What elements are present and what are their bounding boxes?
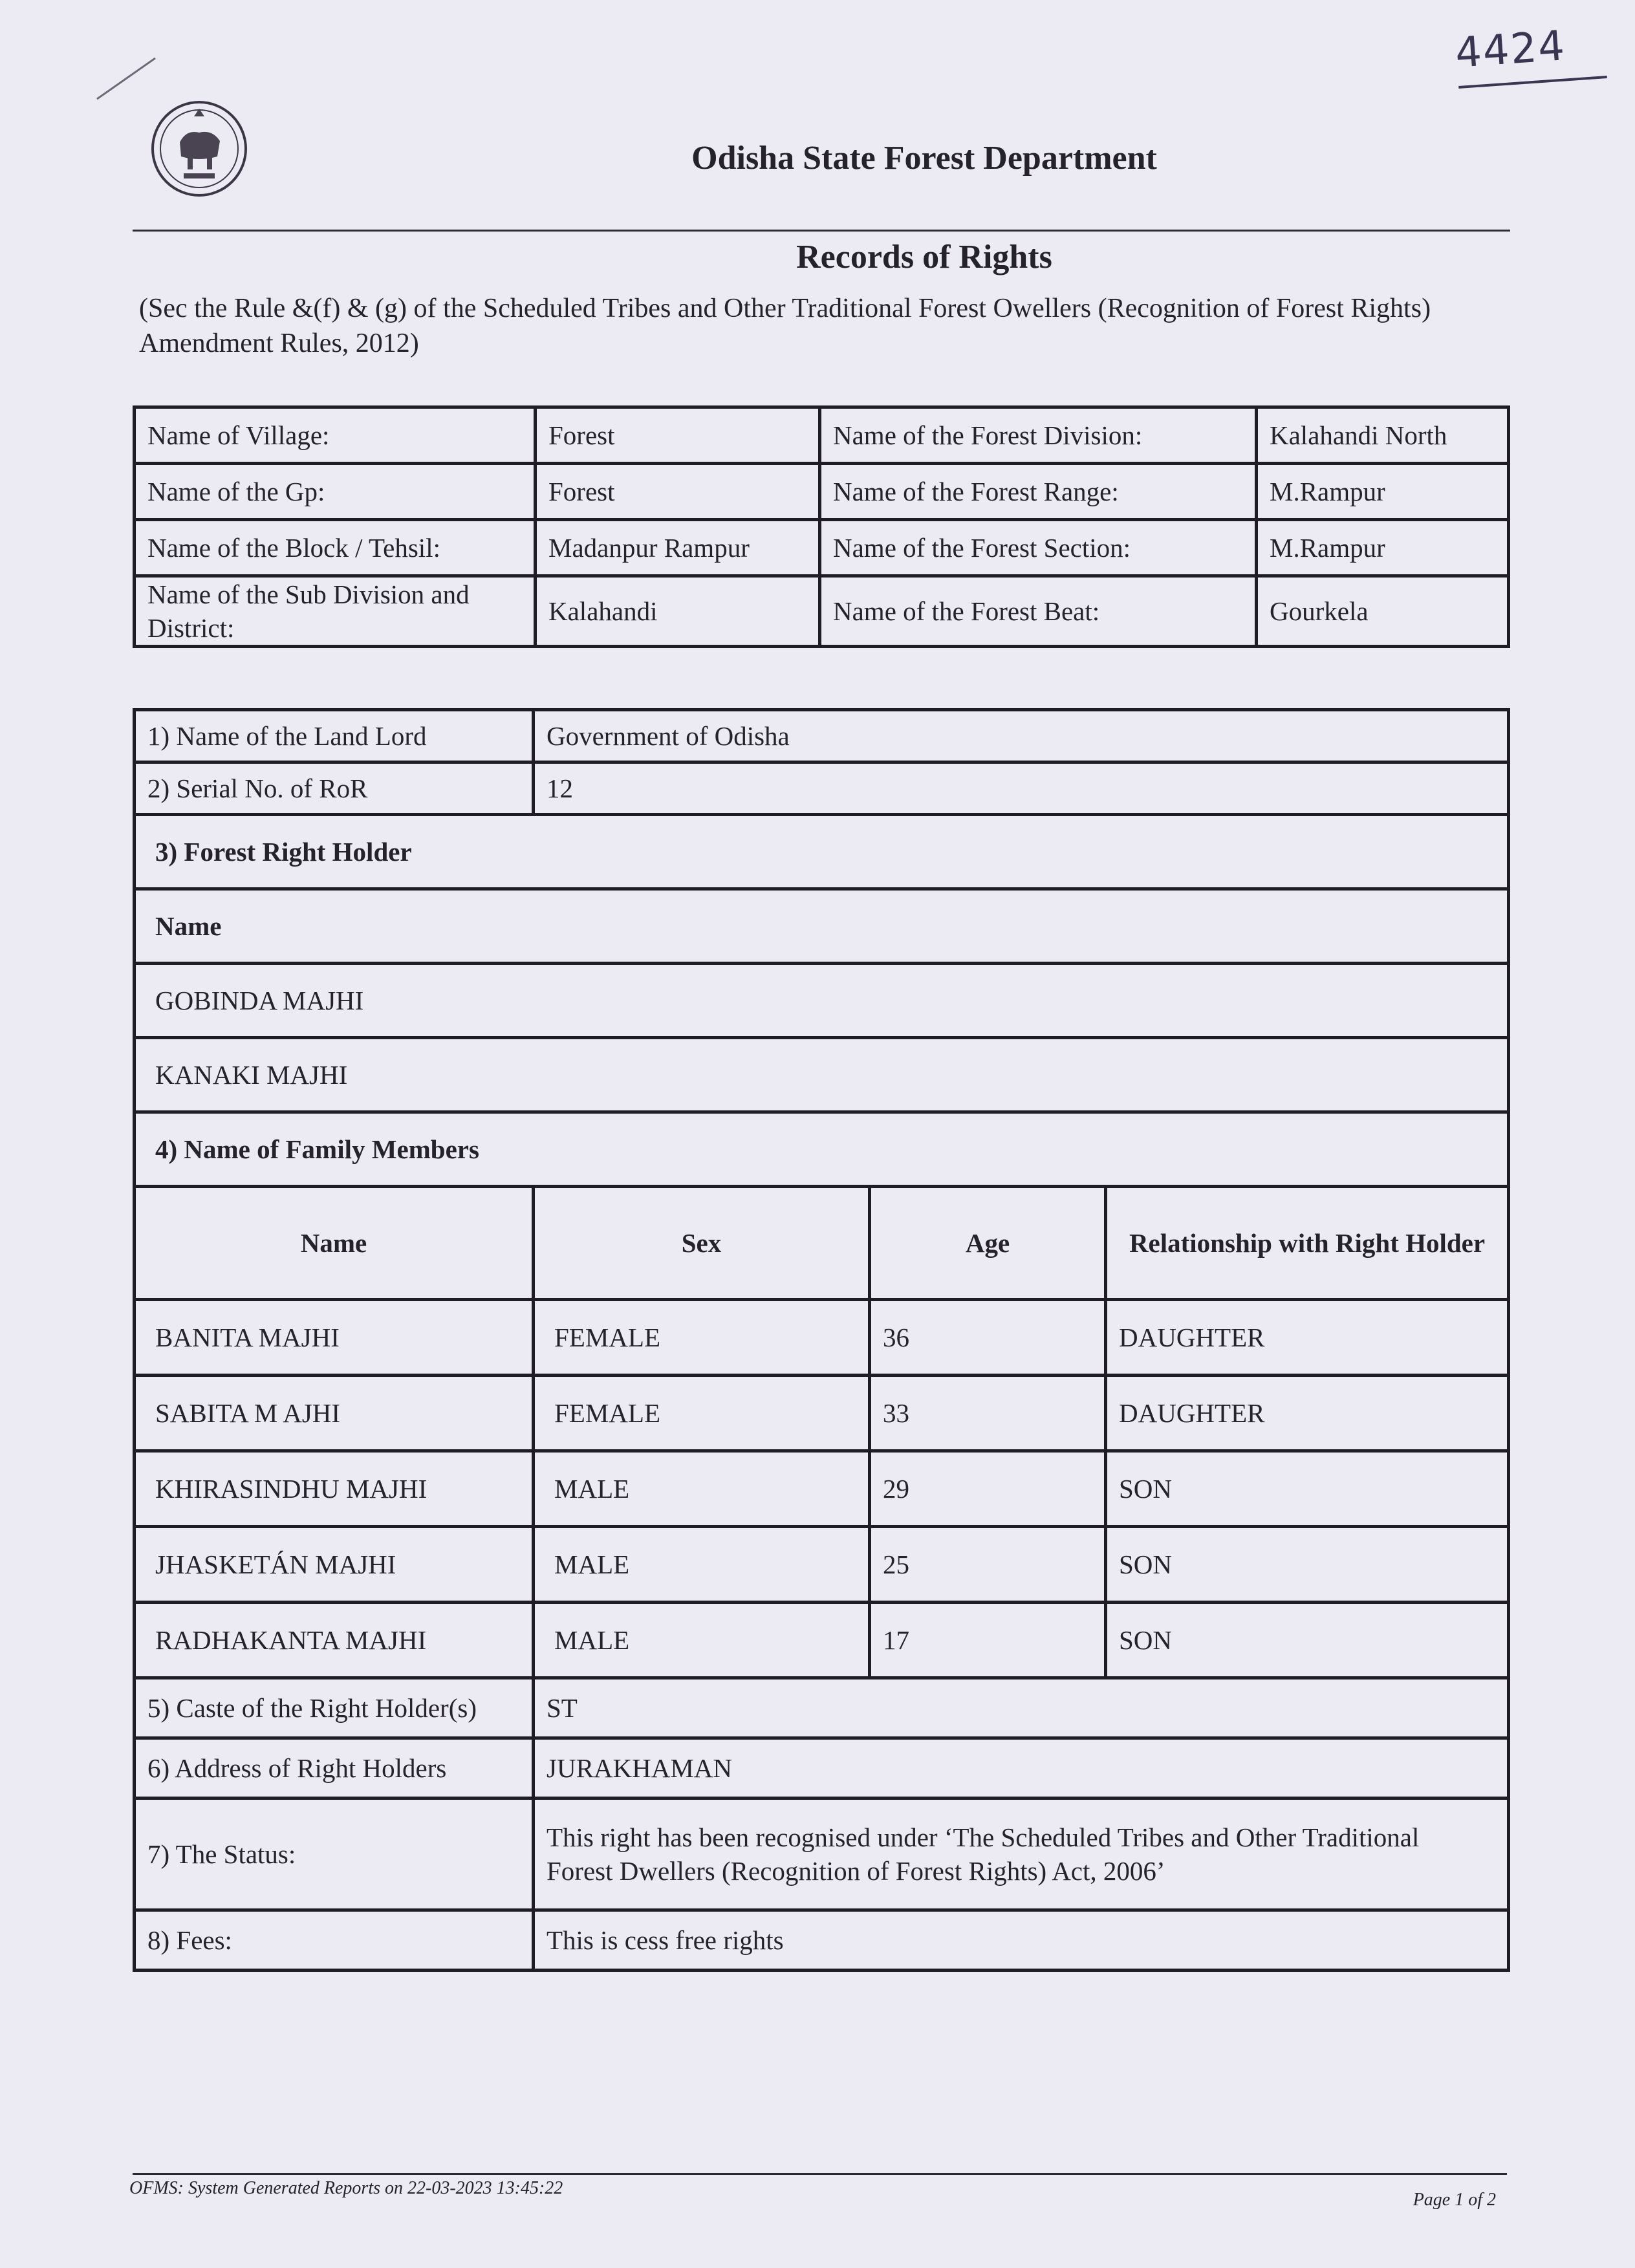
serial-label: 2) Serial No. of RoR — [135, 762, 534, 815]
subdiv-value: Kalahandi — [536, 576, 820, 647]
table-row — [135, 1738, 1509, 1798]
table-row — [135, 576, 1509, 647]
member-age: 17 — [870, 1603, 1106, 1678]
handwritten-underline — [1458, 76, 1607, 89]
caste-value: ST — [534, 1678, 1509, 1738]
handwritten-number: 4424 — [1453, 22, 1568, 78]
member-age: 29 — [870, 1451, 1106, 1527]
table-row — [135, 710, 1509, 762]
member-relation: SON — [1106, 1451, 1509, 1527]
table-row — [135, 1376, 1509, 1451]
landlord-value: Government of Odisha — [534, 710, 1509, 762]
member-sex: FEMALE — [534, 1300, 870, 1376]
block-label: Name of the Block / Tehsil: — [135, 520, 536, 576]
member-sex: MALE — [534, 1527, 870, 1603]
holder-name: GOBINDA MAJHI — [135, 964, 1509, 1038]
member-relation: DAUGHTER — [1106, 1376, 1509, 1451]
department-title: Odisha State Forest Department — [691, 140, 1157, 177]
table-row — [135, 1678, 1509, 1738]
table-row — [135, 464, 1509, 520]
table-row — [135, 1603, 1509, 1678]
village-value: Forest — [536, 407, 820, 464]
village-label: Name of Village: — [135, 407, 536, 464]
member-name: BANITA MAJHI — [135, 1300, 534, 1376]
section-label: Name of the Forest Section: — [820, 520, 1257, 576]
footer-generated-note: OFMS: System Generated Reports on 22-03-2023 13:45:22 — [129, 2178, 563, 2198]
beat-label: Name of the Forest Beat: — [820, 576, 1257, 647]
member-age: 33 — [870, 1376, 1106, 1451]
division-value: Kalahandi North — [1257, 407, 1509, 464]
block-value: Madanpur Rampur — [536, 520, 820, 576]
member-age: 25 — [870, 1527, 1106, 1603]
table-row — [135, 1527, 1509, 1603]
header-divider — [133, 230, 1510, 232]
holder-name: KANAKI MAJHI — [135, 1038, 1509, 1112]
serial-value: 12 — [534, 762, 1509, 815]
subdiv-label: Name of the Sub Division and District: — [135, 576, 536, 647]
family-name-header: Name — [135, 1187, 534, 1300]
status-line-2: Forest Dwellers (Recognition of Forest Rights) Act, 2006’ — [547, 1856, 1165, 1886]
landlord-label: 1) Name of the Land Lord — [135, 710, 534, 762]
member-name: KHIRASINDHU MAJHI — [135, 1451, 534, 1527]
table-row — [135, 889, 1509, 964]
family-header-row — [135, 1187, 1509, 1300]
member-age: 36 — [870, 1300, 1106, 1376]
holder-name-header: Name — [135, 889, 1509, 964]
family-relation-header: Relationship with Right Holder — [1106, 1187, 1509, 1300]
member-relation: DAUGHTER — [1106, 1300, 1509, 1376]
table-row — [135, 1300, 1509, 1376]
member-sex: MALE — [534, 1451, 870, 1527]
fees-value: This is cess free rights — [534, 1910, 1509, 1971]
table-row — [135, 1038, 1509, 1112]
gp-value: Forest — [536, 464, 820, 520]
footer-divider — [133, 2173, 1507, 2175]
table-row — [135, 407, 1509, 464]
table-row — [135, 1112, 1509, 1187]
table-row — [135, 1910, 1509, 1971]
member-relation: SON — [1106, 1603, 1509, 1678]
table-row — [135, 1798, 1509, 1910]
family-section-heading: 4) Name of Family Members — [135, 1112, 1509, 1187]
member-sex: MALE — [534, 1603, 870, 1678]
status-value — [534, 1798, 1509, 1910]
location-table — [133, 405, 1510, 648]
gp-label: Name of the Gp: — [135, 464, 536, 520]
section-value: M.Rampur — [1257, 520, 1509, 576]
table-row — [135, 520, 1509, 576]
status-label: 7) The Status: — [135, 1798, 534, 1910]
family-age-header: Age — [870, 1187, 1106, 1300]
status-line-1: This right has been recognised under ‘The Scheduled Tribes and Other Traditional — [547, 1822, 1420, 1852]
pen-mark — [96, 58, 156, 100]
range-label: Name of the Forest Range: — [820, 464, 1257, 520]
holder-section-heading: 3) Forest Right Holder — [135, 815, 1509, 889]
member-name: RADHAKANTA MAJHI — [135, 1603, 534, 1678]
caste-label: 5) Caste of the Right Holder(s) — [135, 1678, 534, 1738]
table-row — [135, 815, 1509, 889]
family-sex-header: Sex — [534, 1187, 870, 1300]
address-value: JURAKHAMAN — [534, 1738, 1509, 1798]
range-value: M.Rampur — [1257, 464, 1509, 520]
footer-page-number: Page 1 of 2 — [1413, 2190, 1496, 2210]
division-label: Name of the Forest Division: — [820, 407, 1257, 464]
record-table — [133, 708, 1510, 1972]
document-subtitle: (Sec the Rule &(f) & (g) of the Scheduled Tribes and Other Traditional Forest Owellers (Recognition of Forest Rights) Amendment Rules, 2012) — [139, 294, 1431, 358]
member-name: JHASKETÁN MAJHI — [135, 1527, 534, 1603]
table-row — [135, 964, 1509, 1038]
table-row — [135, 762, 1509, 815]
document-title: Records of Rights — [796, 239, 1052, 275]
member-sex: FEMALE — [534, 1376, 870, 1451]
member-name: SABITA M AJHI — [135, 1376, 534, 1451]
member-relation: SON — [1106, 1527, 1509, 1603]
fees-label: 8) Fees: — [135, 1910, 534, 1971]
beat-value: Gourkela — [1257, 576, 1509, 647]
address-label: 6) Address of Right Holders — [135, 1738, 534, 1798]
table-row — [135, 1451, 1509, 1527]
